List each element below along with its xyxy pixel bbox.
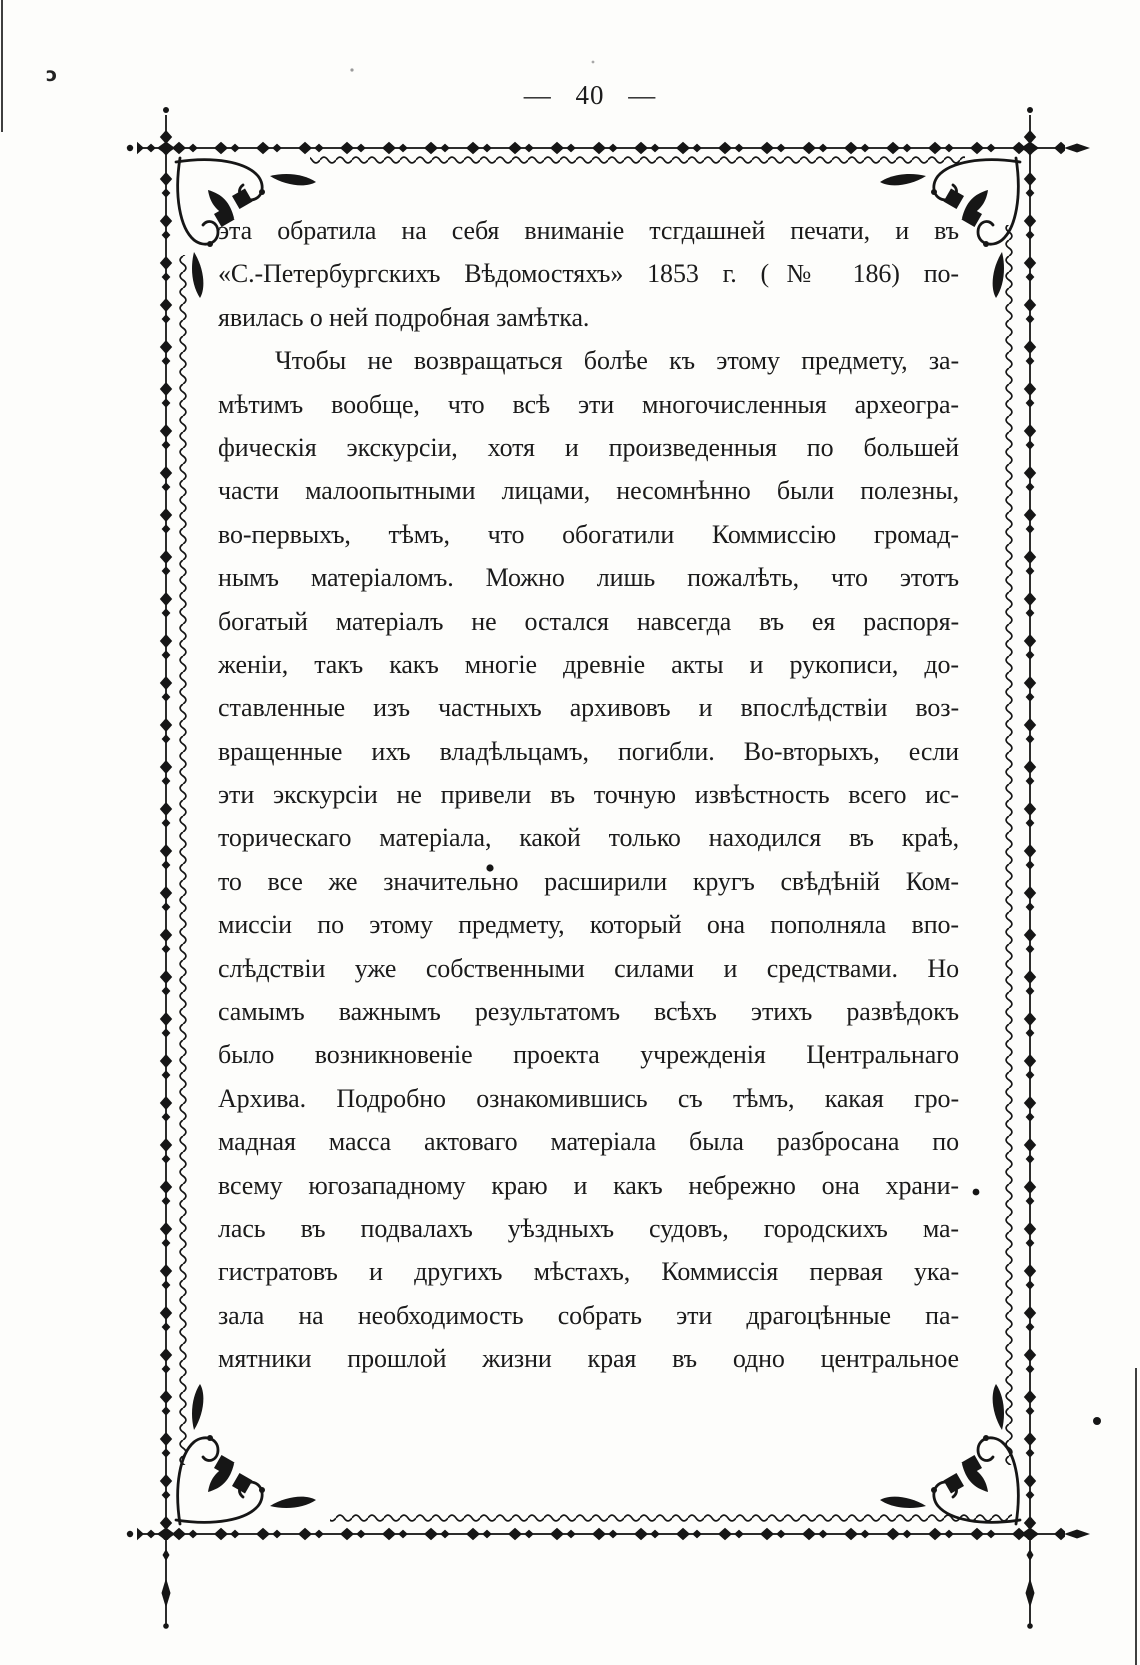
text-line: слѣдствіи уже собственными силами и средствами. Но	[218, 953, 959, 983]
text-line: торическаго матеріала, какой только находился въ краѣ,	[218, 823, 959, 853]
text-line: вращенные ихъ владѣльцамъ, погибли. Во-вторыхъ, если	[218, 736, 959, 766]
text-line: фическія экскурсіи, хотя и произведенныя по большей	[218, 432, 959, 462]
text-line: нымъ матеріаломъ. Можно лишь пожалѣть, что этотъ	[218, 563, 959, 593]
text-line: мѣтимъ вообще, что всѣ эти многочисленныя археогра-	[218, 389, 959, 419]
text-line: самымъ важнымъ результатомъ всѣхъ этихъ развѣдокъ	[218, 997, 959, 1027]
text-line: во-первыхъ, тѣмъ, что обогатили Коммиссію громад-	[218, 519, 959, 549]
page-number: — 40 —	[523, 80, 657, 110]
scan-edge-artifact-right	[1135, 1368, 1137, 1665]
text-line: части малоопытными лицами, несомнѣнно были полезны,	[218, 476, 959, 506]
text-line: женіи, такъ какъ многіе древніе акты и рукописи, до-	[218, 649, 959, 679]
text-line: эта обратила на себя вниманіе тсгдашней печати, и въ	[218, 216, 959, 245]
text-line: эти экскурсіи не привели въ точную извѣстность всего ис-	[218, 780, 959, 810]
text-line: Архива. Подробно ознакомившись съ тѣмъ, какая гро-	[218, 1083, 959, 1113]
stray-ink-mark: ɔ	[46, 64, 58, 86]
text-line: лась въ подвалахъ уѣздныхъ судовъ, городскихъ ма-	[218, 1213, 959, 1243]
text-line: то все же значительно расширили кругъ свѣдѣній Ком-	[218, 866, 959, 896]
text-line: Чтобы не возвращаться болѣе къ этому предмету, за-	[275, 346, 959, 376]
scan-edge-artifact-left	[1, 0, 3, 132]
text-line: богатый матеріалъ не остался навсегда въ ея распоря-	[218, 606, 959, 636]
text-line: мятники прошлой жизни края въ одно центральное	[218, 1344, 959, 1374]
text-line: ставленные изъ частныхъ архивовъ и впослѣдствіи воз-	[218, 693, 959, 723]
text-line: миссіи по этому предмету, который она пополняла впо-	[218, 910, 959, 940]
page-text	[218, 209, 959, 1381]
text-line: всему югозападному краю и какъ небрежно она храни-	[218, 1170, 959, 1200]
text-line: было возникновеніе проекта учрежденія Центральнаго	[218, 1040, 959, 1070]
text-line: мадная масса актоваго матеріала была разбросана по	[218, 1127, 959, 1157]
text-line: зала на необходимость собрать эти драгоцѣнные па-	[218, 1300, 959, 1330]
text-line: явилась о ней подробная замѣтка.	[218, 302, 590, 332]
text-line: «С.-Петербургскихъ Вѣдомостяхъ» 1853 г. (№ 186) по-	[218, 259, 959, 289]
text-line: гистратовъ и другихъ мѣстахъ, Коммиссія первая ука-	[218, 1257, 959, 1287]
